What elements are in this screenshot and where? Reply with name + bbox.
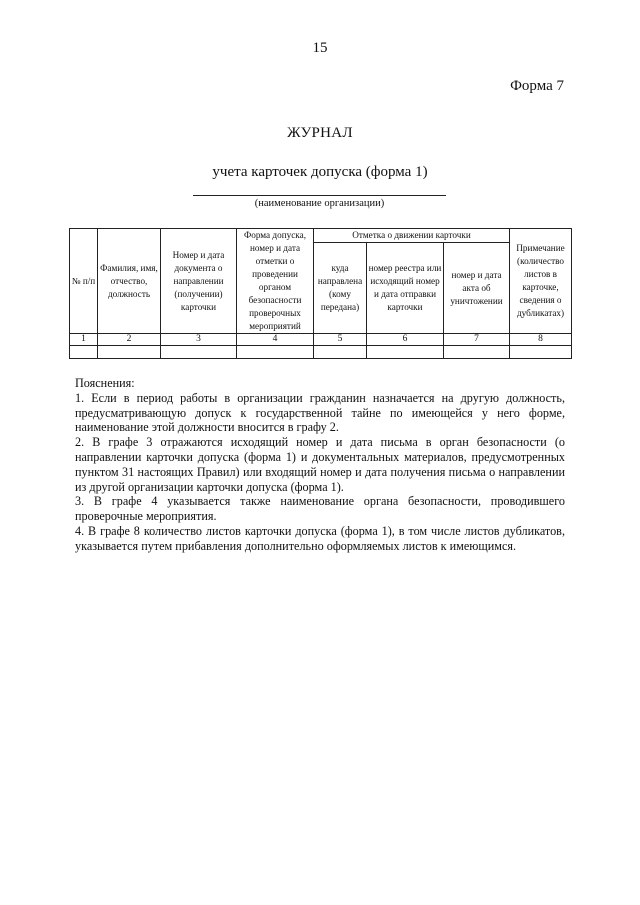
form-label: Форма 7 <box>510 78 564 94</box>
journal-subtitle: учета карточек допуска (форма 1) <box>212 164 428 180</box>
journal-title: ЖУРНАЛ <box>287 125 353 141</box>
journal-table <box>69 228 572 359</box>
empty-cell <box>161 346 237 359</box>
organization-caption: (наименование организации) <box>254 198 385 209</box>
column-number: 7 <box>444 334 510 346</box>
empty-cell <box>367 346 444 359</box>
column-number: 8 <box>510 334 572 346</box>
notes-section <box>75 376 565 554</box>
empty-cell <box>510 346 572 359</box>
column-header-document: Номер и дата документа о направлении (получении) карточки <box>161 229 237 334</box>
column-number: 6 <box>367 334 444 346</box>
column-number: 5 <box>314 334 367 346</box>
page-number: 15 <box>312 40 328 56</box>
empty-cell <box>444 346 510 359</box>
note-item: 1. Если в период работы в организации гражданин назначается на другую должность, предусматривающую допуск к государственной тайне по имеющейся у него форме, наименование этой должности вносится в графу 2. <box>75 390 565 435</box>
column-header-clearance-form: Форма допуска, номер и дата отметки о проведении органом безопасности проверочных мероприятий <box>237 229 314 334</box>
empty-cell <box>237 346 314 359</box>
empty-cell <box>70 346 98 359</box>
note-item: 2. В графе 3 отражаются исходящий номер и дата письма в орган безопасности (о направлении карточки допуска (форма 1) и документальных материалов, предусмотренных пунктом 31 настоящих Правил) или входящий номер и дата получения письма о направлении из другой организации карточки допуска (форма 1). <box>75 435 565 494</box>
column-header-note: Примечание (количество листов в карточке, сведения о дубликатах) <box>510 229 572 334</box>
empty-table-row <box>70 346 572 359</box>
column-group-card-movement: Отметка о движении карточки <box>314 229 510 243</box>
column-header-name: Фамилия, имя, отчество, должность <box>98 229 161 334</box>
column-number: 4 <box>237 334 314 346</box>
note-item: 3. В графе 4 указывается также наименование органа безопасности, проводившего проверочные мероприятия. <box>75 494 565 524</box>
column-number: 1 <box>70 334 98 346</box>
column-header-registry-number: номер реестра или исходящий номер и дата отправки карточки <box>367 243 444 334</box>
column-header-destruction-act: номер и дата акта об уничтожении <box>444 243 510 334</box>
organization-name-line <box>193 195 446 196</box>
empty-cell <box>314 346 367 359</box>
column-number: 2 <box>98 334 161 346</box>
column-number: 3 <box>161 334 237 346</box>
column-number-row <box>70 334 572 346</box>
empty-cell <box>98 346 161 359</box>
column-header-destination: куда направлена (кому передана) <box>314 243 367 334</box>
note-item: 4. В графе 8 количество листов карточки допуска (форма 1), в том числе листов дубликатов, указывается путем прибавления дополнительно оформляемых листов к имеющимся. <box>75 523 565 553</box>
notes-heading: Пояснения: <box>75 376 135 390</box>
column-header-number: № п/п <box>70 229 98 334</box>
